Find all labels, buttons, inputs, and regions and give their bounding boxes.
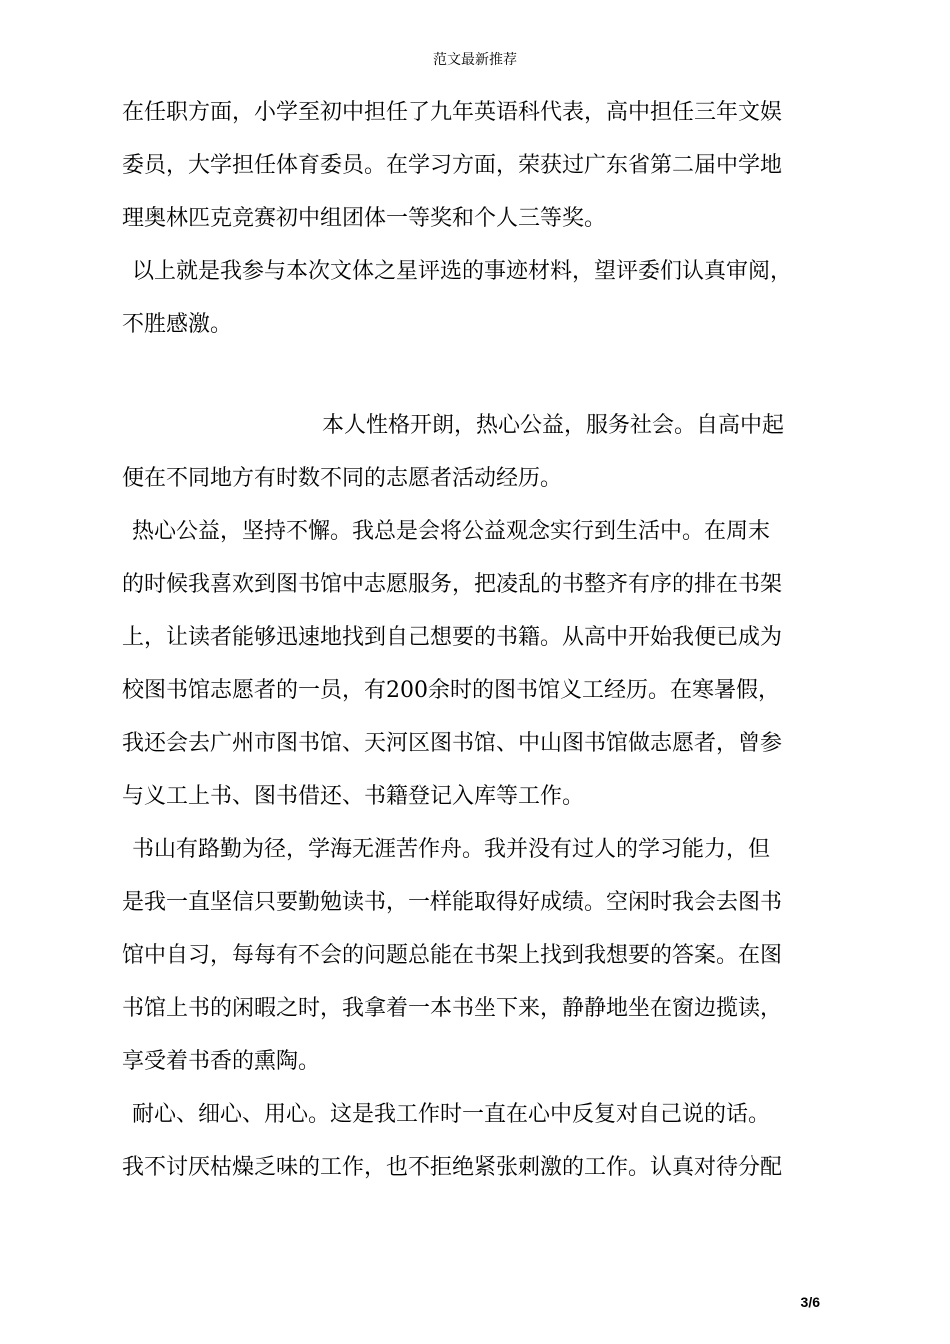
text-line: 耐心、细心、用心。这是我工作时一直在心中反复对自己说的话。	[132, 1102, 771, 1127]
text-line: 便在不同地方有时数不同的志愿者活动经历。	[122, 466, 563, 491]
text-line: 以上就是我参与本次文体之星评选的事迹材料，望评委们认真审阅，	[132, 259, 793, 284]
text-line: 书馆上书的闲暇之时，我拿着一本书坐下来，静静地坐在窗边揽读，	[122, 996, 783, 1021]
text-line: 的时候我喜欢到图书馆中志愿服务，把凌乱的书整齐有序的排在书架	[122, 572, 783, 597]
text-line: 在任职方面，小学至初中担任了九年英语科代表，高中担任三年文娱	[122, 100, 783, 125]
text-line: 馆中自习，每每有不会的问题总能在书架上找到我想要的答案。在图	[122, 943, 783, 968]
text-line: 本人性格开朗，热心公益，服务社会。自高中起	[322, 413, 785, 438]
text-line: 我不讨厌枯燥乏味的工作，也不拒绝紧张刺激的工作。认真对待分配	[122, 1155, 783, 1180]
text-line: 委员，大学担任体育委员。在学习方面，荣获过广东省第二届中学地	[122, 153, 783, 178]
document-body	[122, 86, 834, 1194]
page-header: 范文最新推荐	[433, 52, 517, 68]
page-number: 3/6	[800, 1294, 820, 1310]
text-line: 与义工上书、图书借还、书籍登记入库等工作。	[122, 784, 585, 809]
text-line: 热心公益，坚持不懈。我总是会将公益观念实行到生活中。在周末	[132, 519, 771, 544]
text-line: 是我一直坚信只要勤勉读书，一样能取得好成绩。空闲时我会去图书	[122, 890, 783, 915]
text-line: 享受着书香的熏陶。	[122, 1049, 321, 1074]
paragraph-spacer	[122, 351, 834, 399]
text-line: 上，让读者能够迅速地找到自己想要的书籍。从高中开始我便已成为	[122, 625, 783, 650]
text-line: 理奥林匹克竞赛初中组团体一等奖和个人三等奖。	[122, 206, 607, 231]
text-line: 校图书馆志愿者的一员，有200余时的图书馆义工经历。在寒暑假，	[122, 678, 780, 703]
text-line: 书山有路勤为径，学海无涯苦作舟。我并没有过人的学习能力，但	[132, 837, 771, 862]
text-line: 不胜感激。	[122, 312, 233, 337]
text-line: 我还会去广州市图书馆、天河区图书馆、中山图书馆做志愿者，曾参	[122, 731, 783, 756]
